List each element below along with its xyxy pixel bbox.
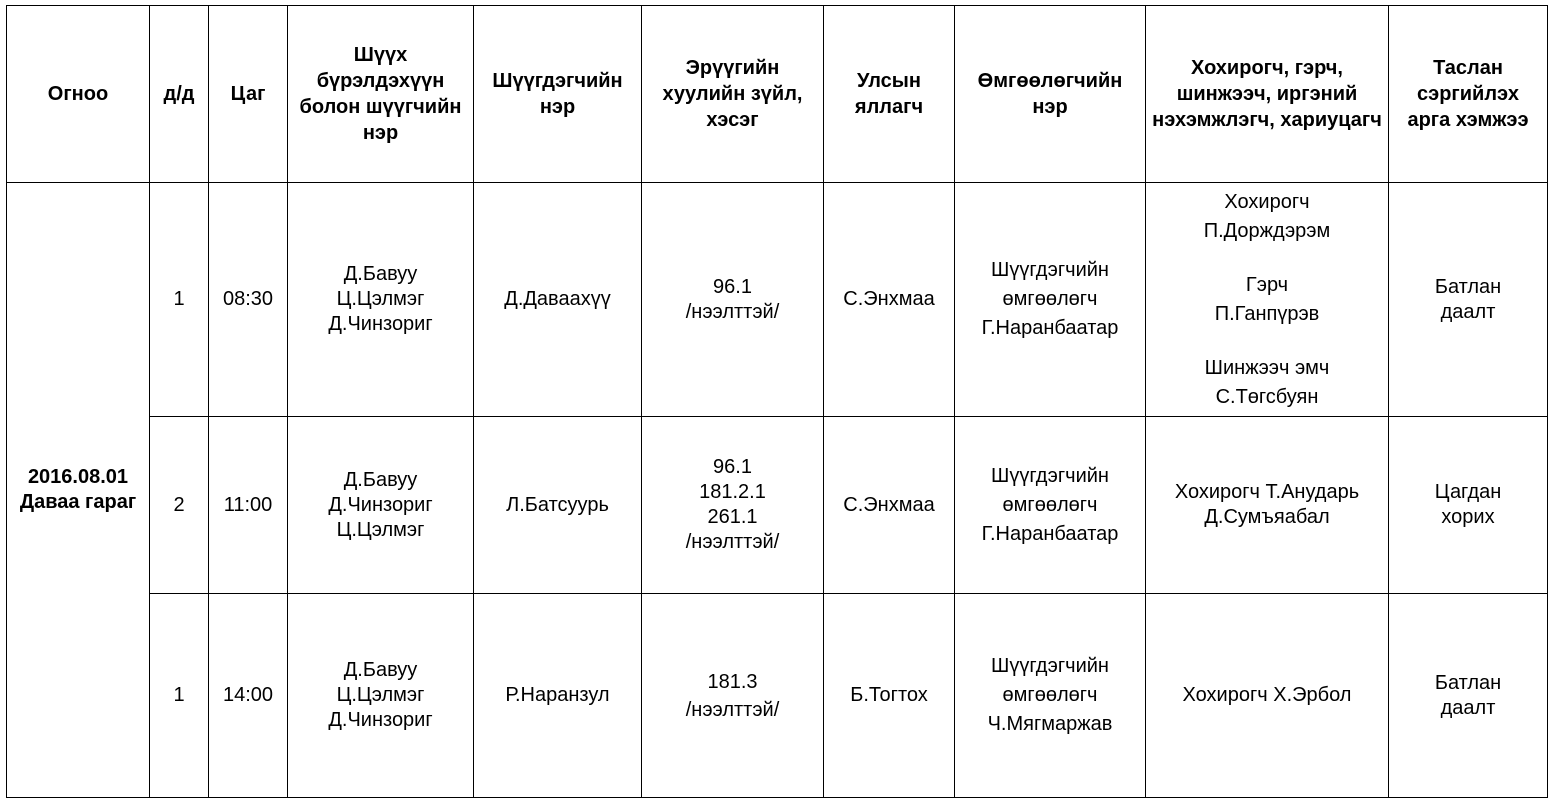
article-line: 96.1 — [713, 456, 752, 478]
measure-line: хорих — [1441, 506, 1495, 528]
party-line: Хохирогч Х.Эрбол — [1182, 684, 1352, 706]
defender-line: өмгөөлөгч — [1002, 493, 1098, 516]
defender-line: өмгөөлөгч — [1002, 288, 1098, 310]
row-num: 1 — [150, 594, 209, 798]
article-line: /нээлттэй/ — [685, 531, 780, 553]
measure-line: Батлан — [1434, 671, 1502, 694]
row-defender — [955, 594, 1146, 798]
row-article — [642, 417, 824, 594]
defender-line: Ч.Мягмаржав — [987, 713, 1113, 735]
panel-judge: Д.Бавуу — [343, 263, 418, 285]
row-article — [642, 183, 824, 417]
header-prosecutor: Улсын яллагч — [824, 6, 955, 183]
defender-line: Г.Наранбаатар — [981, 522, 1119, 545]
party-line: П.Ганпүрэв — [1214, 302, 1320, 325]
row-parties — [1146, 594, 1389, 798]
row-defendant: Д.Даваахүү — [474, 183, 642, 417]
article-line: 181.2.1 — [699, 481, 766, 503]
party-line: Гэрч — [1245, 273, 1289, 296]
date-cell — [7, 183, 150, 798]
row-panel — [288, 417, 474, 594]
spacer — [1150, 329, 1384, 354]
court-schedule-table — [6, 5, 1548, 798]
panel-judge: Д.Чинзориг — [328, 493, 433, 516]
header-measure: Таслан сэргийлэх арга хэмжээ — [1389, 6, 1548, 183]
defender-line: Г.Наранбаатар — [981, 317, 1119, 339]
article-line: /нээлттэй/ — [685, 698, 780, 721]
party-line: С.Төгсбуян — [1215, 385, 1319, 408]
row-time: 11:00 — [209, 417, 288, 594]
row-defendant: Л.Батсуурь — [474, 417, 642, 594]
party-line: Шинжээч эмч — [1204, 356, 1330, 379]
row-prosecutor: С.Энхмаа — [824, 417, 955, 594]
panel-judge: Д.Бавуу — [343, 659, 418, 681]
header-article: Эрүүгийн хуулийн зүйл, хэсэг — [642, 6, 824, 183]
panel-judge: Д.Чинзориг — [328, 709, 433, 731]
measure-line: даалт — [1440, 696, 1496, 719]
panel-judge: Ц.Цэлмэг — [336, 288, 425, 310]
article-line: 261.1 — [707, 506, 758, 528]
row-parties — [1146, 183, 1389, 417]
party-line: П.Дорждэрэм — [1203, 219, 1331, 242]
table-row — [7, 594, 1548, 798]
table-row — [7, 183, 1548, 417]
measure-line: Цагдан — [1434, 481, 1502, 503]
defender-line: өмгөөлөгч — [1002, 684, 1098, 706]
row-measure — [1389, 183, 1548, 417]
row-prosecutor: С.Энхмаа — [824, 183, 955, 417]
panel-judge: Д.Бавуу — [343, 468, 418, 491]
row-prosecutor: Б.Тогтох — [824, 594, 955, 798]
row-panel — [288, 594, 474, 798]
spacer — [1150, 246, 1384, 271]
row-num: 2 — [150, 417, 209, 594]
header-num: д/д — [150, 6, 209, 183]
header-time: Цаг — [209, 6, 288, 183]
defender-line: Шүүгдэгчийн — [991, 464, 1109, 487]
panel-judge: Д.Чинзориг — [328, 313, 433, 335]
weekday-value: Даваа гараг — [19, 491, 137, 513]
row-article — [642, 594, 824, 798]
panel-judge: Ц.Цэлмэг — [336, 684, 425, 706]
article-line: 96.1 — [713, 275, 752, 298]
article-line: 181.3 — [707, 670, 758, 693]
header-defendant: Шүүгдэгчийн нэр — [474, 6, 642, 183]
row-defender — [955, 183, 1146, 417]
article-line: /нээлттэй/ — [685, 300, 780, 323]
party-line: Д.Сумъяабал — [1204, 506, 1330, 528]
party-line: Хохирогч Т.Анударь — [1174, 481, 1360, 503]
panel-judge: Ц.Цэлмэг — [336, 518, 425, 541]
measure-line: Батлан — [1434, 275, 1502, 298]
defender-line: Шүүгдэгчийн — [991, 655, 1109, 677]
defender-line: Шүүгдэгчийн — [991, 259, 1109, 281]
row-num: 1 — [150, 183, 209, 417]
row-time: 08:30 — [209, 183, 288, 417]
row-parties — [1146, 417, 1389, 594]
row-panel — [288, 183, 474, 417]
row-defender — [955, 417, 1146, 594]
header-parties: Хохирогч, гэрч, шинжээч, иргэний нэхэмжлэгч, хариуцагч — [1146, 6, 1389, 183]
row-measure — [1389, 417, 1548, 594]
header-row — [7, 6, 1548, 183]
row-measure — [1389, 594, 1548, 798]
date-value: 2016.08.01 — [27, 466, 129, 488]
header-panel: Шүүх бүрэлдэхүүн болон шүүгчийн нэр — [288, 6, 474, 183]
header-defender: Өмгөөлөгчийн нэр — [955, 6, 1146, 183]
row-time: 14:00 — [209, 594, 288, 798]
header-date: Огноо — [7, 6, 150, 183]
row-defendant: Р.Наранзул — [474, 594, 642, 798]
measure-line: даалт — [1440, 300, 1496, 323]
table-row — [7, 417, 1548, 594]
party-line: Хохирогч — [1224, 190, 1310, 213]
